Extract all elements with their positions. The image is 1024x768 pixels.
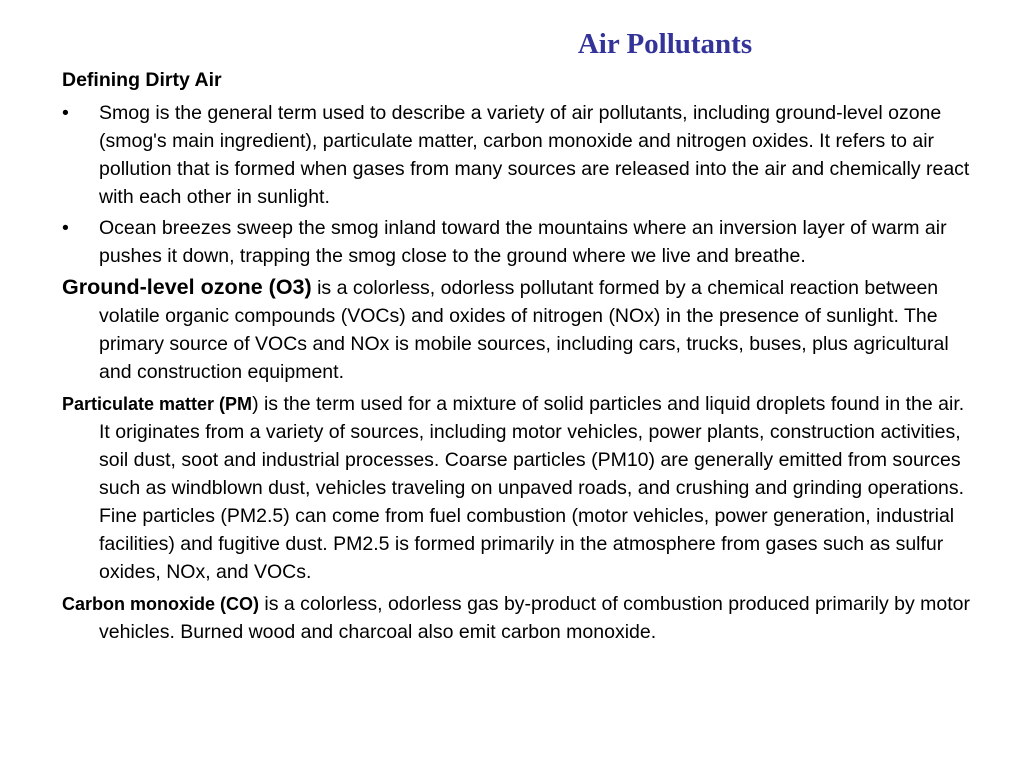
- bullet-text: Smog is the general term used to describe a variety of air pollutants, including ground-level ozone (smog's main ingredient), particulate matter, carbon monoxide and nitrogen oxides. It refers to air pollution that is formed when gases from many sources are released into the air and chemically react with each other in sunlight.: [99, 102, 970, 208]
- section-heading: Defining Dirty Air: [62, 69, 222, 91]
- paragraph-particulate-matter: [62, 390, 972, 586]
- paragraph-carbon-monoxide: [62, 590, 972, 646]
- term-particulate-matter: Particulate matter (PM: [62, 394, 253, 414]
- bullet-marker: •: [62, 217, 69, 239]
- paragraph-text: is a colorless, odorless pollutant formed by a chemical reaction between volatile organic compounds (VOCs) and oxides of nitrogen (NOx) in the presence of sunlight. The primary source of VOCs and NOx is mobile sources, including cars, trucks, buses, plus agricultural and construction equipment.: [99, 277, 949, 383]
- slide-title: Air Pollutants: [577, 28, 753, 60]
- paragraph-text: is a colorless, odorless gas by-product of combustion produced primarily by motor vehicles. Burned wood and charcoal also emit carbon monoxide.: [99, 593, 970, 643]
- slide-body: [62, 67, 972, 650]
- paragraph-text: ) is the term used for a mixture of solid particles and liquid droplets found in the air. It originates from a variety of sources, including motor vehicles, power plants, construction activities, soil dust, soot and industrial processes. Coarse particles (PM10) are generally emitted from sources such as windblown dust, vehicles traveling on unpaved roads, and crushing and grinding operations. Fine particles (PM2.5) can come from fuel combustion (motor vehicles, power generation, industrial facilities) and fugitive dust. PM2.5 is formed primarily in the atmosphere from gases such as sulfur oxides, NOx, and VOCs.: [99, 393, 965, 583]
- bullet-item: [62, 214, 972, 270]
- term-ground-level-ozone: Ground-level ozone (O3): [62, 275, 312, 299]
- bullet-item: [62, 99, 972, 211]
- term-carbon-monoxide: Carbon monoxide (CO): [62, 594, 259, 614]
- paragraph-ground-level-ozone: [62, 273, 972, 386]
- bullet-marker: •: [62, 102, 69, 124]
- bullet-text: Ocean breezes sweep the smog inland toward the mountains where an inversion layer of warm air pushes it down, trapping the smog close to the ground where we live and breathe.: [99, 217, 947, 267]
